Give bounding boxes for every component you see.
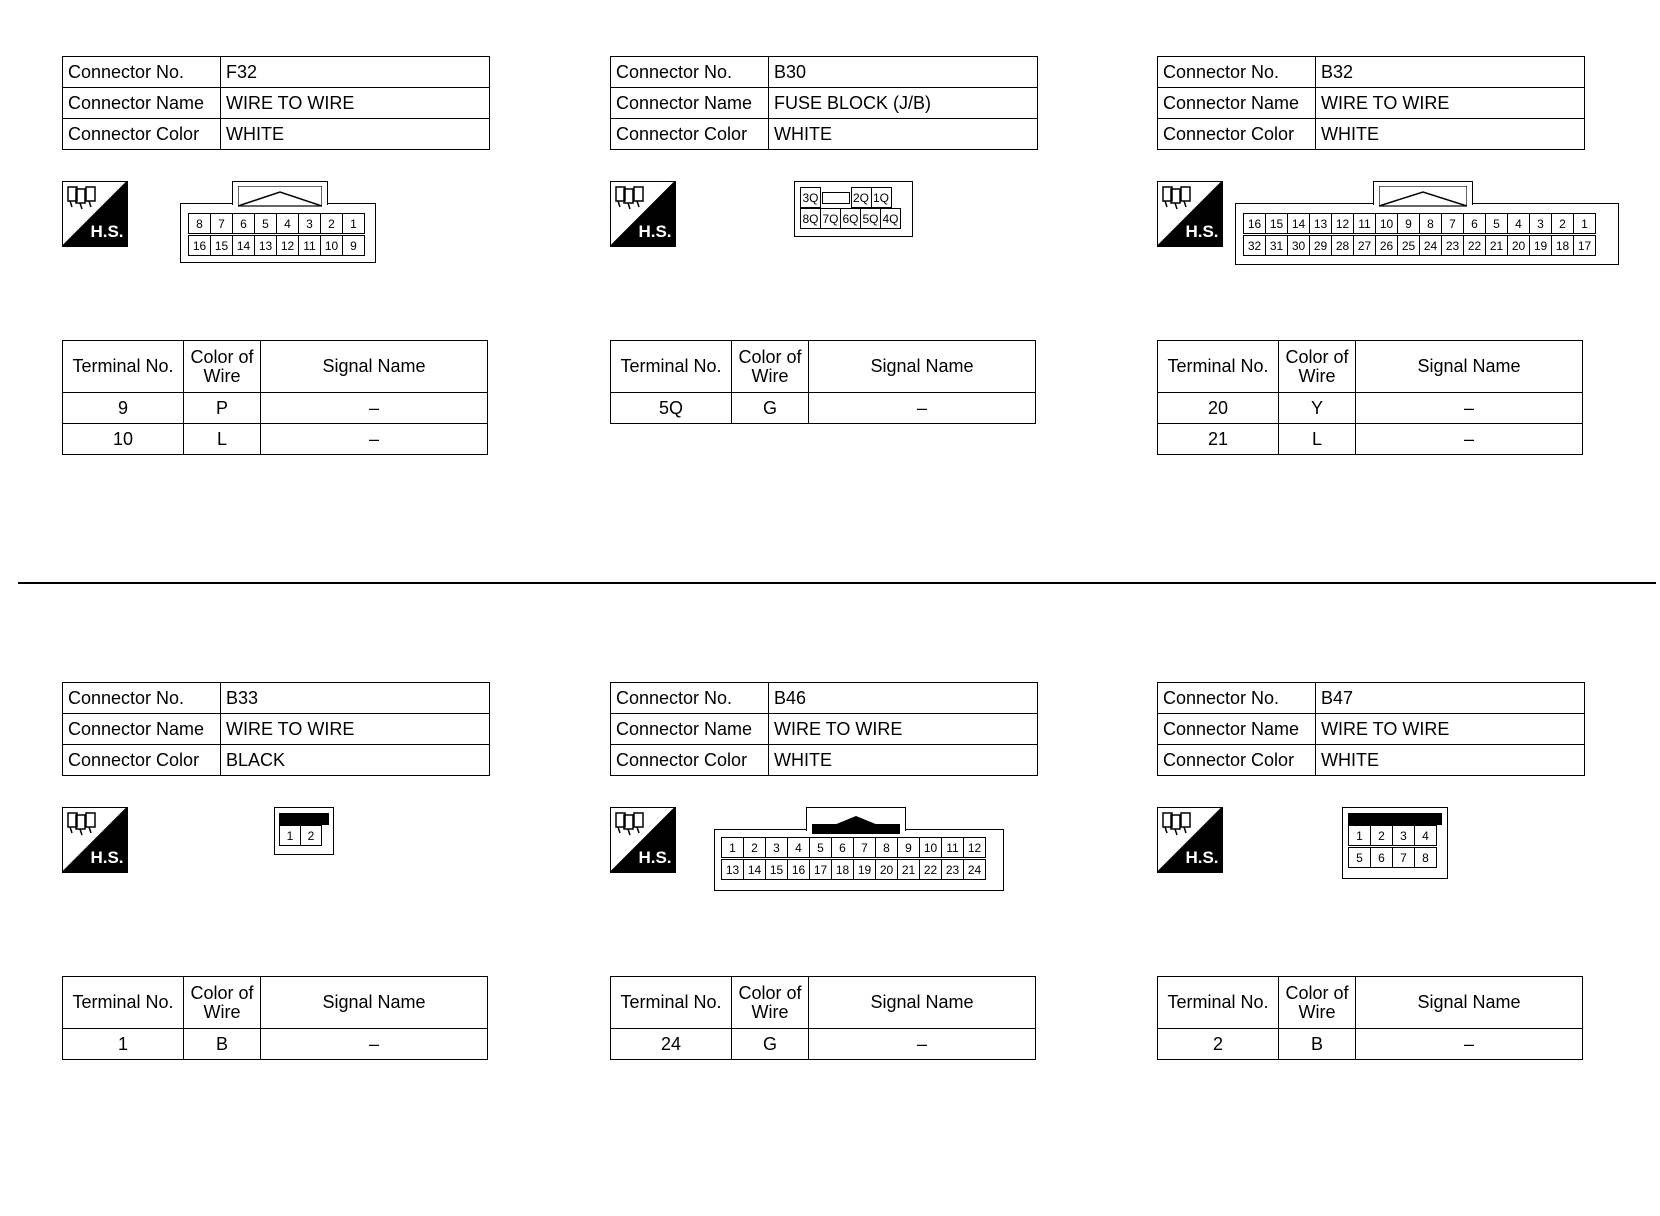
connector-name-row	[611, 88, 1038, 119]
header-color-of-wire: Color of Wire	[732, 977, 809, 1029]
pin-cell: 9	[897, 837, 920, 858]
terminal-no: 21	[1158, 424, 1279, 455]
wire-color: Y	[1279, 393, 1356, 424]
header-terminal-no: Terminal No.	[1158, 341, 1279, 393]
terminal-table	[610, 340, 1036, 424]
harness-side-icon	[1157, 807, 1223, 873]
signal-name: –	[261, 393, 488, 424]
pin-cell: 4	[1414, 825, 1437, 846]
pin-row-bottom	[188, 235, 365, 256]
connector-name-row	[1158, 88, 1585, 119]
connector-no-value: B47	[1316, 683, 1585, 714]
blank-slot	[822, 192, 850, 204]
pin-cell: 4	[787, 837, 810, 858]
connector-no-label: Connector No.	[63, 683, 221, 714]
terminal-no: 10	[63, 424, 184, 455]
terminal-no: 2	[1158, 1029, 1279, 1060]
connector-name-value: WIRE TO WIRE	[221, 714, 490, 745]
pin-cell: 17	[809, 859, 832, 880]
pin-cell: 26	[1375, 235, 1398, 256]
wire-color: P	[184, 393, 261, 424]
connector-name-value: WIRE TO WIRE	[221, 88, 490, 119]
harness-side-icon	[610, 807, 676, 873]
pin-cell: 23	[941, 859, 964, 880]
pin-cell: 9	[1397, 213, 1420, 234]
terminal-row	[611, 393, 1036, 424]
connector-no-label: Connector No.	[1158, 57, 1316, 88]
header-signal-name: Signal Name	[1356, 341, 1583, 393]
header-color-of-wire: Color of Wire	[1279, 341, 1356, 393]
pin-cell: 2	[1370, 825, 1393, 846]
header-terminal-no: Terminal No.	[611, 977, 732, 1029]
signal-name: –	[809, 393, 1036, 424]
terminal-table-header	[1158, 341, 1583, 393]
harness-side-icon	[62, 181, 128, 247]
terminal-no: 5Q	[611, 393, 732, 424]
terminal-table-header	[63, 977, 488, 1029]
harness-side-icon	[62, 807, 128, 873]
pin-cell: 3Q	[800, 187, 821, 208]
pin-cell: 2	[300, 825, 322, 846]
pin-cell: 15	[765, 859, 788, 880]
pin-cell: 19	[853, 859, 876, 880]
connector-name-label: Connector Name	[63, 88, 221, 119]
header-color-of-wire: Color of Wire	[184, 977, 261, 1029]
terminal-row	[1158, 424, 1583, 455]
pin-cell: 5	[1348, 847, 1371, 868]
pin-cell: 7	[1441, 213, 1464, 234]
pin-cell: 19	[1529, 235, 1552, 256]
terminal-no: 24	[611, 1029, 732, 1060]
connector-name-label: Connector Name	[63, 714, 221, 745]
pin-cell: 18	[831, 859, 854, 880]
wire-color: B	[1279, 1029, 1356, 1060]
signal-name: –	[1356, 1029, 1583, 1060]
terminal-row	[63, 424, 488, 455]
connector-name-row	[1158, 714, 1585, 745]
connector-face-diagram	[274, 807, 334, 875]
pin-cell: 5	[809, 837, 832, 858]
connector-no-value: F32	[221, 57, 490, 88]
pin-cell: 5	[254, 213, 277, 234]
terminal-table-header	[1158, 977, 1583, 1029]
connector-color-row	[63, 119, 490, 150]
connector-name-row	[63, 714, 490, 745]
pin-cell: 20	[1507, 235, 1530, 256]
pin-cell: 1	[342, 213, 365, 234]
connector-color-value: WHITE	[769, 745, 1038, 776]
connector-no-value: B46	[769, 683, 1038, 714]
connector-key-bar	[279, 813, 329, 825]
pin-cell: 6	[1463, 213, 1486, 234]
latch-indicator-icon	[812, 812, 900, 834]
signal-name: –	[261, 424, 488, 455]
pin-cell: 14	[1287, 213, 1310, 234]
terminal-table	[62, 340, 488, 455]
pin-cell: 3	[1529, 213, 1552, 234]
header-signal-name: Signal Name	[809, 341, 1036, 393]
connector-name-label: Connector Name	[611, 88, 769, 119]
signal-name: –	[1356, 393, 1583, 424]
pin-cell: 7	[1392, 847, 1415, 868]
connector-no-value: B30	[769, 57, 1038, 88]
pin-cell: 1	[1573, 213, 1596, 234]
pin-cell: 4	[1507, 213, 1530, 234]
connector-color-value: BLACK	[221, 745, 490, 776]
pin-cell: 24	[963, 859, 986, 880]
connector-color-label: Connector Color	[1158, 745, 1316, 776]
pin-cell: 4Q	[880, 208, 901, 229]
pin-cell: 8	[875, 837, 898, 858]
pin-cell: 10	[919, 837, 942, 858]
pin-cell: 8	[1414, 847, 1437, 868]
pin-cell: 18	[1551, 235, 1574, 256]
pin-cell: 2	[743, 837, 766, 858]
pin-cell: 2	[320, 213, 343, 234]
pin-cell: 28	[1331, 235, 1354, 256]
connector-info-table	[610, 682, 1038, 776]
pin-row-top	[279, 825, 322, 846]
connector-no-row	[1158, 57, 1585, 88]
pin-cell: 23	[1441, 235, 1464, 256]
connector-no-row	[1158, 683, 1585, 714]
connector-name-label: Connector Name	[611, 714, 769, 745]
pin-cell: 21	[897, 859, 920, 880]
pin-cell: 32	[1243, 235, 1266, 256]
pin-row-top	[1243, 213, 1596, 234]
connector-color-value: WHITE	[1316, 745, 1585, 776]
pin-cell: 27	[1353, 235, 1376, 256]
signal-name: –	[809, 1029, 1036, 1060]
pin-cell: 9	[342, 235, 365, 256]
connector-name-value: WIRE TO WIRE	[1316, 714, 1585, 745]
pin-row-bottom	[1243, 235, 1596, 256]
pin-cell: 31	[1265, 235, 1288, 256]
header-terminal-no: Terminal No.	[63, 977, 184, 1029]
pin-cell: 21	[1485, 235, 1508, 256]
connector-no-row	[63, 57, 490, 88]
header-signal-name: Signal Name	[261, 341, 488, 393]
terminal-table-header	[63, 341, 488, 393]
connector-no-label: Connector No.	[1158, 683, 1316, 714]
pin-row-top	[721, 837, 986, 858]
connector-no-value: B32	[1316, 57, 1585, 88]
pin-cell: 15	[210, 235, 233, 256]
pin-cell: 16	[787, 859, 810, 880]
connector-color-row	[63, 745, 490, 776]
connector-face-diagram	[1342, 807, 1448, 899]
pin-cell: 22	[1463, 235, 1486, 256]
pin-cell: 15	[1265, 213, 1288, 234]
pin-cell: 1	[1348, 825, 1371, 846]
header-signal-name: Signal Name	[261, 977, 488, 1029]
header-terminal-no: Terminal No.	[63, 341, 184, 393]
connector-name-value: FUSE BLOCK (J/B)	[769, 88, 1038, 119]
pin-cell: 7	[853, 837, 876, 858]
terminal-row	[63, 393, 488, 424]
wire-color: L	[1279, 424, 1356, 455]
connector-info-table	[62, 682, 490, 776]
pin-cell: 11	[1353, 213, 1376, 234]
connector-info-table	[62, 56, 490, 150]
header-color-of-wire: Color of Wire	[732, 341, 809, 393]
pin-cell: 1Q	[871, 187, 892, 208]
connector-face-diagram	[794, 181, 913, 257]
connector-no-label: Connector No.	[611, 683, 769, 714]
pin-row-bottom	[721, 859, 986, 880]
pin-row-top	[188, 213, 365, 234]
pin-cell: 6	[831, 837, 854, 858]
connector-no-row	[611, 57, 1038, 88]
wire-color: G	[732, 393, 809, 424]
terminal-row	[611, 1029, 1036, 1060]
pin-blank	[820, 187, 852, 208]
pin-cell: 17	[1573, 235, 1596, 256]
pin-cell: 20	[875, 859, 898, 880]
hs-label: H.S.	[90, 222, 124, 241]
connector-info-table	[1157, 56, 1585, 150]
header-signal-name: Signal Name	[1356, 977, 1583, 1029]
hs-label: H.S.	[90, 848, 124, 867]
header-terminal-no: Terminal No.	[1158, 977, 1279, 1029]
connector-key-bar	[1348, 813, 1442, 825]
latch-indicator-icon	[1379, 186, 1467, 208]
signal-name: –	[261, 1029, 488, 1060]
terminal-no: 1	[63, 1029, 184, 1060]
pin-cell: 25	[1397, 235, 1420, 256]
section-divider	[18, 582, 1656, 584]
terminal-table	[1157, 976, 1583, 1060]
connector-name-label: Connector Name	[1158, 714, 1316, 745]
connector-no-label: Connector No.	[63, 57, 221, 88]
terminal-table	[62, 976, 488, 1060]
connector-name-value: WIRE TO WIRE	[769, 714, 1038, 745]
pin-cell: 3	[765, 837, 788, 858]
pin-cell: 5Q	[860, 208, 881, 229]
pin-cell: 10	[320, 235, 343, 256]
connector-color-label: Connector Color	[63, 119, 221, 150]
pin-cell: 10	[1375, 213, 1398, 234]
pin-cell: 5	[1485, 213, 1508, 234]
connector-no-row	[63, 683, 490, 714]
pin-cell: 8	[1419, 213, 1442, 234]
pin-cell: 14	[743, 859, 766, 880]
pin-cell: 8	[188, 213, 211, 234]
connector-color-label: Connector Color	[63, 745, 221, 776]
pin-cell: 12	[276, 235, 299, 256]
pin-cell: 4	[276, 213, 299, 234]
header-signal-name: Signal Name	[809, 977, 1036, 1029]
terminal-row	[63, 1029, 488, 1060]
terminal-table	[610, 976, 1036, 1060]
terminal-table-header	[611, 341, 1036, 393]
pin-row-top	[1348, 825, 1437, 846]
harness-side-icon	[1157, 181, 1223, 247]
pin-cell: 30	[1287, 235, 1310, 256]
connector-name-row	[611, 714, 1038, 745]
header-color-of-wire: Color of Wire	[184, 341, 261, 393]
terminal-row	[1158, 1029, 1583, 1060]
pin-cell: 6	[1370, 847, 1393, 868]
pin-cell: 12	[1331, 213, 1354, 234]
connector-color-row	[1158, 119, 1585, 150]
connector-color-label: Connector Color	[611, 119, 769, 150]
terminal-no: 20	[1158, 393, 1279, 424]
connector-color-value: WHITE	[1316, 119, 1585, 150]
pin-cell: 29	[1309, 235, 1332, 256]
terminal-no: 9	[63, 393, 184, 424]
harness-side-icon	[610, 181, 676, 247]
pin-cell: 22	[919, 859, 942, 880]
pin-cell: 6Q	[840, 208, 861, 229]
connector-face-diagram	[714, 807, 1004, 911]
pin-cell: 3	[298, 213, 321, 234]
wire-color: B	[184, 1029, 261, 1060]
pin-row-bottom	[1348, 847, 1437, 868]
pin-cell: 13	[721, 859, 744, 880]
connector-info-table	[1157, 682, 1585, 776]
connector-name-row	[63, 88, 490, 119]
connector-color-value: WHITE	[769, 119, 1038, 150]
connector-face-diagram	[180, 181, 376, 283]
hs-label: H.S.	[638, 222, 672, 241]
connector-color-label: Connector Color	[1158, 119, 1316, 150]
hs-label: H.S.	[638, 848, 672, 867]
hs-label: H.S.	[1185, 848, 1219, 867]
wire-color: G	[732, 1029, 809, 1060]
pin-cell: 11	[941, 837, 964, 858]
connector-name-value: WIRE TO WIRE	[1316, 88, 1585, 119]
pin-cell: 7	[210, 213, 233, 234]
connector-face-diagram	[1235, 181, 1619, 285]
pin-cell: 3	[1392, 825, 1415, 846]
header-color-of-wire: Color of Wire	[1279, 977, 1356, 1029]
latch-indicator-icon	[238, 186, 322, 208]
wire-color: L	[184, 424, 261, 455]
connector-color-row	[611, 745, 1038, 776]
connector-no-row	[611, 683, 1038, 714]
connector-info-table	[610, 56, 1038, 150]
terminal-table	[1157, 340, 1583, 455]
connector-no-label: Connector No.	[611, 57, 769, 88]
pin-cell: 12	[963, 837, 986, 858]
pin-cell: 6	[232, 213, 255, 234]
pin-cell: 1	[721, 837, 744, 858]
header-terminal-no: Terminal No.	[611, 341, 732, 393]
connector-color-row	[611, 119, 1038, 150]
pin-cell: 2Q	[851, 187, 872, 208]
terminal-table-header	[611, 977, 1036, 1029]
pin-cell: 8Q	[800, 208, 821, 229]
pin-cell: 13	[254, 235, 277, 256]
pin-cell: 14	[232, 235, 255, 256]
pin-cell: 24	[1419, 235, 1442, 256]
connector-color-label: Connector Color	[611, 745, 769, 776]
pin-row-bottom	[800, 208, 901, 229]
pin-cell: 7Q	[820, 208, 841, 229]
connector-no-value: B33	[221, 683, 490, 714]
terminal-row	[1158, 393, 1583, 424]
signal-name: –	[1356, 424, 1583, 455]
connector-color-row	[1158, 745, 1585, 776]
pin-cell: 11	[298, 235, 321, 256]
pin-cell: 16	[188, 235, 211, 256]
connector-color-value: WHITE	[221, 119, 490, 150]
pin-cell: 1	[279, 825, 301, 846]
hs-label: H.S.	[1185, 222, 1219, 241]
pin-cell: 13	[1309, 213, 1332, 234]
pin-row-top	[800, 187, 892, 208]
pin-cell: 16	[1243, 213, 1266, 234]
connector-name-label: Connector Name	[1158, 88, 1316, 119]
pin-cell: 2	[1551, 213, 1574, 234]
